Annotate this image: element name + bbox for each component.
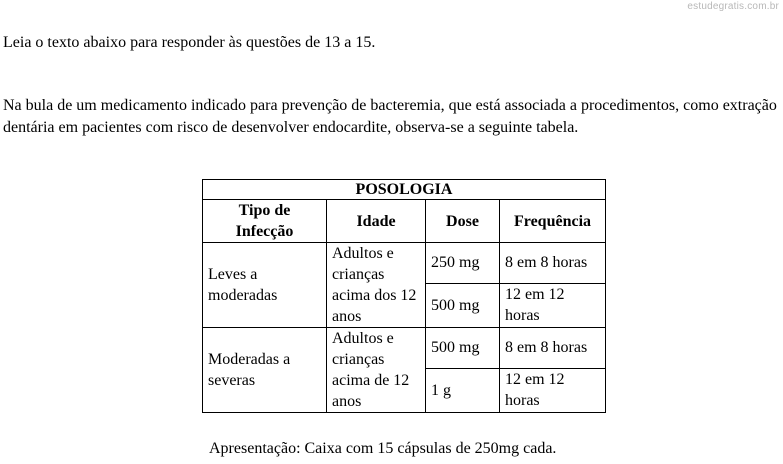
header-tipo-infeccao: Tipo de Infecção xyxy=(203,200,327,243)
header-idade: Idade xyxy=(327,200,426,243)
frequency-cell: 8 em 8 horas xyxy=(500,328,606,369)
frequency-cell: 8 em 8 horas xyxy=(500,243,606,284)
table-title: POSOLOGIA xyxy=(203,180,606,200)
infection-type-cell: Leves a moderadas xyxy=(203,243,327,328)
context-paragraph: Na bula de um medicamento indicado para prevenção de bacteremia, que está associada a procedimentos, como extração dentária em pacientes com risco de desenvolver endocardite, observa-se a seguinte tabela. xyxy=(3,97,777,136)
posologia-table xyxy=(202,179,606,413)
frequency-cell: 12 em 12 horas xyxy=(500,368,606,412)
dose-cell: 500 mg xyxy=(426,328,500,369)
presentation-note: Apresentação: Caixa com 15 cápsulas de 250mg cada. xyxy=(209,440,557,457)
dose-cell: 1 g xyxy=(426,368,500,412)
header-dose: Dose xyxy=(426,200,500,243)
dose-cell: 500 mg xyxy=(426,283,500,327)
infection-type-cell: Moderadas a severas xyxy=(203,328,327,413)
dose-cell: 250 mg xyxy=(426,243,500,284)
header-frequencia: Frequência xyxy=(500,200,606,243)
table-row xyxy=(203,328,606,369)
watermark: estudegratis.com.br xyxy=(687,1,779,12)
table-row xyxy=(203,243,606,284)
intro-text: Leia o texto abaixo para responder às questões de 13 a 15. xyxy=(3,34,376,51)
frequency-cell: 12 em 12 horas xyxy=(500,283,606,327)
age-cell: Adultos e crianças acima de 12 anos xyxy=(327,328,426,413)
age-cell: Adultos e crianças acima dos 12 anos xyxy=(327,243,426,328)
